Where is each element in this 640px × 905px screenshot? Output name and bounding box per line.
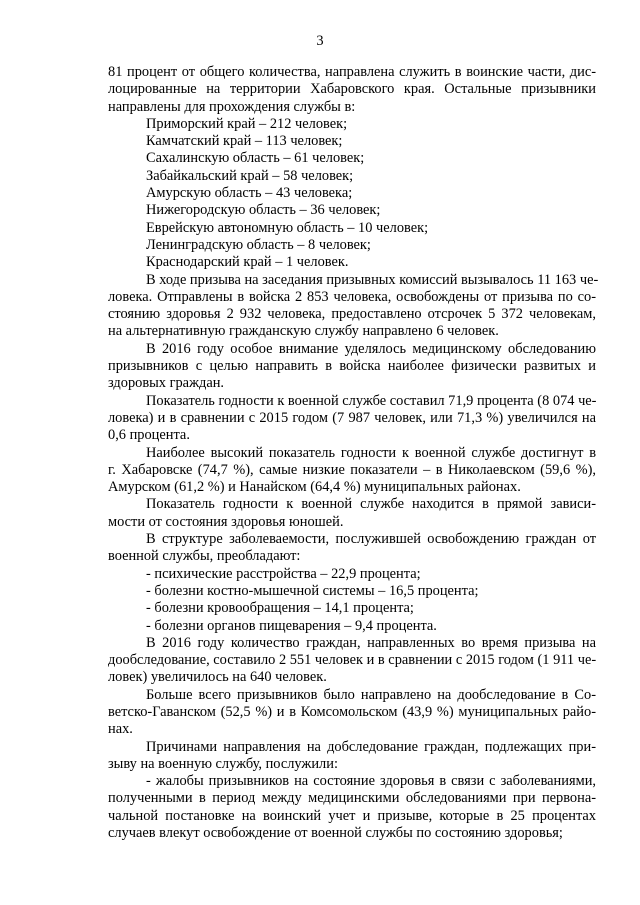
paragraph <box>108 739 596 774</box>
text-line: ловека) и в сравнении с 2015 годом (7 987 человек, или 71,3 %) увеличился на <box>108 409 596 426</box>
list-item: - болезни кровообращения – 14,1 процента; <box>146 600 414 617</box>
list-item: - психические расстройства – 22,9 процента; <box>146 565 421 582</box>
list-item: Забайкальский край – 58 человек; <box>146 167 354 184</box>
text-line: стоянию здоровья 2 932 человека, предоставлено отсрочек 5 372 человекам, <box>108 306 596 323</box>
text-line: Причинами направления на добследование граждан, подлежащих при- <box>146 738 596 755</box>
text-line: на альтернативную гражданскую службу направлено 6 человек. <box>108 323 499 340</box>
list-item: Амурскую область – 43 человека; <box>146 185 353 202</box>
paragraph <box>108 496 596 531</box>
text-line: Амурском (61,2 %) и Нанайском (64,4 %) муниципальных районах. <box>108 479 521 496</box>
text-line: лоцированные на территории Хабаровского края. Остальные призывники <box>108 81 596 98</box>
text-line: - жалобы призывников на состояние здоровья в связи с заболеваниями, <box>146 773 596 790</box>
list-item: - болезни костно-мышечной системы – 16,5 процента; <box>146 582 479 599</box>
list-item: Камчатский край – 113 человек; <box>146 133 343 150</box>
text-line: В 2016 году особое внимание уделялось медицинскому обследованию <box>146 340 596 357</box>
text-line: 81 процент от общего количества, направлена служить в воинские части, дис- <box>108 64 596 80</box>
paragraph <box>108 64 596 116</box>
text-line: военной службы, преобладают: <box>108 548 301 565</box>
text-line: Показатель годности к военной службе составил 71,9 процента (8 074 че- <box>146 392 597 409</box>
paragraph <box>108 773 596 842</box>
text-line: Показатель годности к военной службе находится в прямой зависи- <box>146 496 596 513</box>
text-line: чальной постановке на воинский учет и призыве, которые в 25 процентах <box>108 807 596 824</box>
list-item: Краснодарский край – 1 человек. <box>146 254 349 271</box>
text-line: нах. <box>108 721 133 738</box>
list-item: Сахалинскую область – 61 человек; <box>146 150 365 167</box>
text-line: направлены для прохождения службы в: <box>108 98 356 115</box>
text-line: Наиболее высокий показатель годности к военной службе достигнут в <box>146 444 596 461</box>
list-item: Еврейскую автономную область – 10 человек; <box>146 219 429 236</box>
list-item: Приморский край – 212 человек; <box>146 115 348 132</box>
text-line: полученными в период между медицинскими обследованиями при первона- <box>108 790 596 807</box>
paragraph <box>108 341 596 393</box>
paragraph <box>108 445 596 497</box>
paragraph <box>108 635 596 687</box>
text-line: мости от состояния здоровья юношей. <box>108 513 344 530</box>
list-item: - болезни органов пищеварения – 9,4 процента. <box>146 617 437 634</box>
paragraph <box>108 271 599 341</box>
text-line: призывников с целью направить в войска наиболее физически развитых и <box>108 358 596 375</box>
text-line: В структуре заболеваемости, послужившей освобождению граждан от <box>146 531 596 548</box>
text-line: здоровых граждан. <box>108 375 225 392</box>
text-line: ветско-Гаванском (52,5 %) и в Комсомольском (43,9 %) муниципальных райо- <box>108 703 596 720</box>
list-item: Нижегородскую область – 36 человек; <box>146 202 381 219</box>
page-number: 3 <box>316 33 324 49</box>
text-line: В 2016 году количество граждан, направленных во время призыва на <box>146 634 596 651</box>
document-body <box>108 64 599 842</box>
text-line: дообследование, составило 2 551 человек и в сравнении с 2015 годом (1 911 че- <box>108 652 597 669</box>
paragraph <box>108 531 596 566</box>
list-item: Ленинградскую область – 8 человек; <box>146 236 371 253</box>
list-block <box>108 116 596 272</box>
list-block <box>108 566 596 635</box>
text-line: г. Хабаровске (74,7 %), самые низкие показатели – в Николаевском (59,6 %), <box>108 461 596 478</box>
text-line: случаев влекут освобождение от военной службы по состоянию здоровья; <box>108 825 563 842</box>
paragraph <box>108 687 596 739</box>
text-line: зыву на военную службу, послужили: <box>108 755 338 772</box>
text-line: ловек) увеличилось на 640 человек. <box>108 669 327 686</box>
text-line: Больше всего призывников было направлено на дообследование в Со- <box>146 686 596 703</box>
text-line: ловека. Отправлены в войска 2 853 человека, освобождены от призыва по со- <box>108 288 596 305</box>
text-line: В ходе призыва на заседания призывных комиссий вызывалось 11 163 че- <box>146 271 599 288</box>
paragraph <box>108 393 596 445</box>
text-line: 0,6 процента. <box>108 427 190 444</box>
